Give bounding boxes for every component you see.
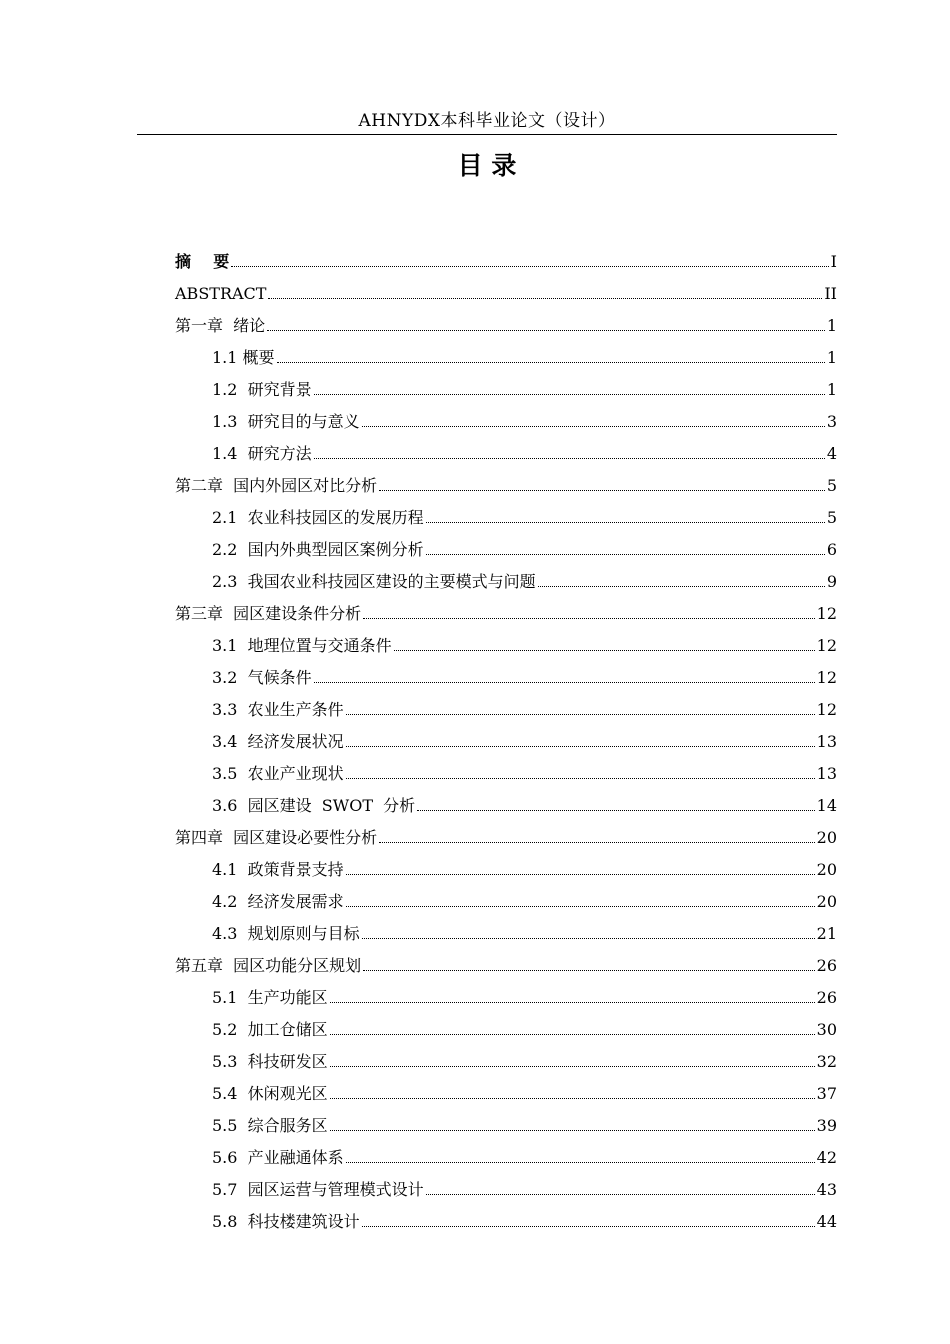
toc-entry-section[interactable] (175, 1168, 837, 1200)
toc-entry-page-number: 12 (816, 700, 837, 719)
dot-leader (362, 1226, 815, 1227)
dot-leader (267, 330, 825, 331)
toc-entry-page-number: 44 (816, 1212, 837, 1231)
dot-leader (314, 394, 825, 395)
toc-entry-label: 2.2 国内外典型园区案例分析 (212, 540, 424, 559)
toc-entry-page-number: 5 (826, 476, 837, 495)
toc-entry-label: 摘 要 (175, 252, 230, 271)
toc-entry-label: 1.2 研究背景 (212, 380, 312, 399)
toc-entry-page-number: 14 (816, 796, 837, 815)
toc-entry-section[interactable] (175, 1104, 837, 1136)
header-rule (137, 134, 837, 135)
toc-entry-section[interactable] (175, 1136, 837, 1168)
toc-entry-section[interactable] (175, 336, 837, 368)
dot-leader (346, 906, 815, 907)
toc-entry-label: 5.1 生产功能区 (212, 988, 328, 1007)
toc-entry-chapter[interactable] (175, 816, 837, 848)
dot-leader (394, 650, 815, 651)
toc-entry-chapter[interactable] (175, 272, 837, 304)
toc-entry-page-number: 3 (826, 412, 837, 431)
toc-entry-label: 第三章 园区建设条件分析 (175, 604, 362, 623)
toc-entry-page-number: 13 (816, 732, 837, 751)
toc-entry-section[interactable] (175, 1040, 837, 1072)
toc-entry-section[interactable] (175, 1008, 837, 1040)
toc-entry-section[interactable] (175, 752, 837, 784)
toc-entry-label: 4.2 经济发展需求 (212, 892, 344, 911)
toc-entry-label: 3.1 地理位置与交通条件 (212, 636, 392, 655)
dot-leader (231, 266, 828, 267)
toc-entry-section[interactable] (175, 368, 837, 400)
toc-entry-label: 1.3 研究目的与意义 (212, 412, 360, 431)
toc-entry-label: 第五章 园区功能分区规划 (175, 956, 362, 975)
toc-entry-page-number: 30 (816, 1020, 837, 1039)
toc-entry-page-number: 21 (816, 924, 837, 943)
toc-entry-label: 4.1 政策背景支持 (212, 860, 344, 879)
toc-entry-label: 第二章 国内外园区对比分析 (175, 476, 378, 495)
running-header: AHNYDX本科毕业论文（设计） (358, 111, 616, 131)
toc-entry-section[interactable] (175, 912, 837, 944)
dot-leader (363, 618, 814, 619)
toc-entry-label: ABSTRACT (175, 284, 267, 303)
toc-entry-label: 3.4 经济发展状况 (212, 732, 344, 751)
toc-entry-section[interactable] (175, 976, 837, 1008)
toc-entry-page-number: 6 (826, 540, 837, 559)
toc-entry-page-number: 1 (826, 348, 837, 367)
dot-leader (346, 746, 815, 747)
dot-leader (426, 554, 825, 555)
toc-entry-label: 3.5 农业产业现状 (212, 764, 344, 783)
toc-entry-chapter[interactable] (175, 464, 837, 496)
toc-entry-page-number: 1 (826, 316, 837, 335)
toc-entry-label: 5.5 综合服务区 (212, 1116, 328, 1135)
toc-entry-label: 1.1 概要 (212, 348, 275, 367)
dot-leader (346, 778, 815, 779)
toc-entry-page-number: 5 (826, 508, 837, 527)
toc-entry-page-number: 37 (816, 1084, 837, 1103)
dot-leader (426, 522, 825, 523)
toc-entry-page-number: 12 (816, 604, 837, 623)
toc-entry-page-number: 43 (816, 1180, 837, 1199)
toc-entry-label: 3.3 农业生产条件 (212, 700, 344, 719)
toc-entry-label: 3.6 园区建设 SWOT 分析 (212, 796, 416, 815)
toc-entry-section[interactable] (175, 528, 837, 560)
toc-entry-label: 4.3 规划原则与目标 (212, 924, 360, 943)
dot-leader (268, 298, 822, 299)
toc-entry-section[interactable] (175, 848, 837, 880)
toc-title: 目 录 (457, 151, 517, 180)
toc-entry-section[interactable] (175, 496, 837, 528)
toc-entry-label: 5.2 加工仓储区 (212, 1020, 328, 1039)
toc-entry-page-number: 20 (816, 828, 837, 847)
toc-entry-page-number: I (830, 252, 837, 271)
toc-entry-page-number: 26 (816, 956, 837, 975)
dot-leader (277, 362, 825, 363)
toc-entry-label: 2.3 我国农业科技园区建设的主要模式与问题 (212, 572, 536, 591)
dot-leader (314, 458, 825, 459)
toc-entry-page-number: 32 (816, 1052, 837, 1071)
toc-entry-chapter[interactable] (175, 304, 837, 336)
toc-entry-page-number: II (824, 284, 837, 303)
dot-leader (346, 1162, 815, 1163)
toc-entry-chapter[interactable] (175, 592, 837, 624)
toc-entry-section[interactable] (175, 880, 837, 912)
toc-entry-page-number: 1 (826, 380, 837, 399)
toc-entry-page-number: 4 (826, 444, 837, 463)
dot-leader (363, 970, 814, 971)
toc-entry-label: 2.1 农业科技园区的发展历程 (212, 508, 424, 527)
dot-leader (314, 682, 815, 683)
toc-entry-label: 5.7 园区运营与管理模式设计 (212, 1180, 424, 1199)
table-of-contents (175, 240, 837, 1232)
dot-leader (346, 874, 815, 875)
toc-entry-page-number: 20 (816, 860, 837, 879)
toc-entry-label: 第四章 园区建设必要性分析 (175, 828, 378, 847)
dot-leader (330, 1034, 815, 1035)
toc-entry-section[interactable] (175, 784, 837, 816)
dot-leader (330, 1066, 815, 1067)
toc-entry-section[interactable] (175, 400, 837, 432)
toc-entry-label: 5.3 科技研发区 (212, 1052, 328, 1071)
toc-entry-page-number: 39 (816, 1116, 837, 1135)
toc-entry-label: 5.8 科技楼建筑设计 (212, 1212, 360, 1231)
toc-entry-page-number: 13 (816, 764, 837, 783)
toc-entry-page-number: 9 (826, 572, 837, 591)
dot-leader (417, 810, 814, 811)
toc-entry-page-number: 42 (816, 1148, 837, 1167)
dot-leader (426, 1194, 815, 1195)
dot-leader (346, 714, 815, 715)
toc-entry-section[interactable] (175, 656, 837, 688)
toc-entry-chapter[interactable] (175, 240, 837, 272)
toc-entry-label: 5.6 产业融通体系 (212, 1148, 344, 1167)
toc-entry-section[interactable] (175, 688, 837, 720)
dot-leader (379, 842, 814, 843)
toc-entry-chapter[interactable] (175, 944, 837, 976)
toc-entry-label: 3.2 气候条件 (212, 668, 312, 687)
toc-entry-label: 第一章 绪论 (175, 316, 266, 335)
toc-entry-section[interactable] (175, 432, 837, 464)
dot-leader (330, 1002, 815, 1003)
toc-entry-page-number: 26 (816, 988, 837, 1007)
toc-entry-label: 1.4 研究方法 (212, 444, 312, 463)
dot-leader (379, 490, 825, 491)
toc-entry-section[interactable] (175, 624, 837, 656)
toc-entry-page-number: 12 (816, 668, 837, 687)
dot-leader (362, 426, 825, 427)
dot-leader (538, 586, 825, 587)
toc-entry-section[interactable] (175, 1072, 837, 1104)
toc-entry-section[interactable] (175, 560, 837, 592)
toc-entry-label: 5.4 休闲观光区 (212, 1084, 328, 1103)
dot-leader (330, 1098, 815, 1099)
dot-leader (330, 1130, 815, 1131)
toc-entry-section[interactable] (175, 1200, 837, 1232)
toc-entry-section[interactable] (175, 720, 837, 752)
toc-entry-page-number: 20 (816, 892, 837, 911)
dot-leader (362, 938, 815, 939)
toc-entry-page-number: 12 (816, 636, 837, 655)
